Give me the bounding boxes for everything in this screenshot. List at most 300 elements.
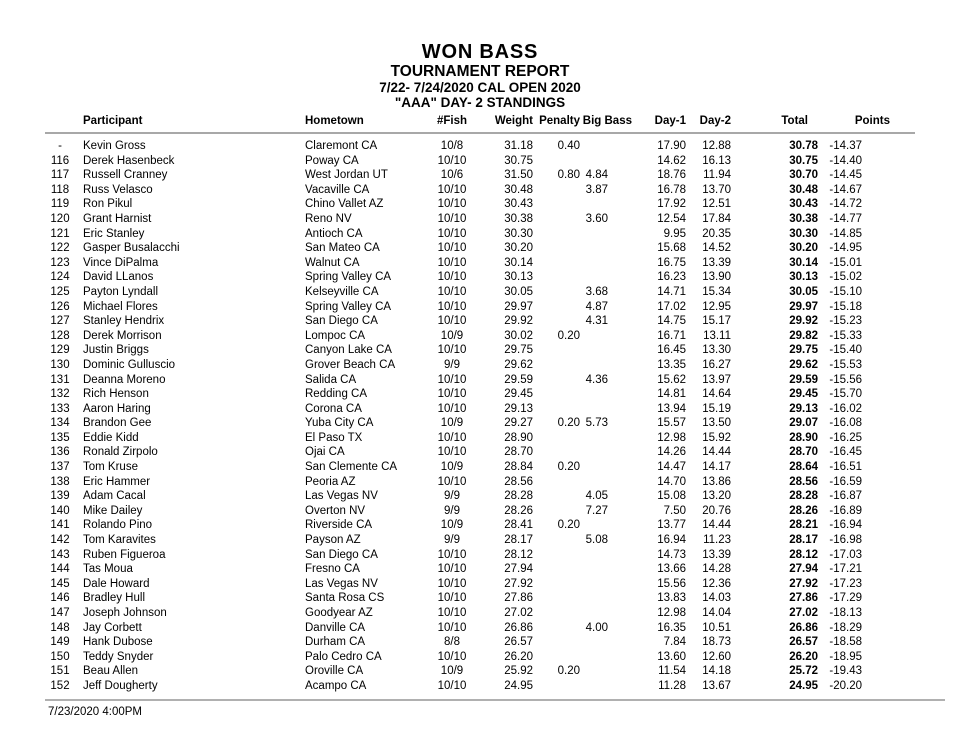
cell-penalty bbox=[533, 270, 580, 285]
cell-day2: 14.52 bbox=[702, 242, 731, 255]
cell-spacer bbox=[890, 533, 915, 548]
cell-rank: 146 bbox=[50, 592, 70, 605]
cell-points: -15.33 bbox=[829, 329, 862, 342]
cell-rank: 137 bbox=[50, 461, 70, 474]
cell-rank: 125 bbox=[50, 285, 70, 298]
cell-points: -15.10 bbox=[829, 285, 862, 298]
cell-day2: 11.94 bbox=[703, 169, 731, 182]
cell-spacer bbox=[890, 548, 915, 563]
cell-total: 29.59 bbox=[789, 373, 818, 386]
cell-day1: 15.56 bbox=[657, 577, 686, 590]
cell-points: -14.67 bbox=[829, 183, 862, 196]
table-row bbox=[45, 504, 915, 519]
cell-fish: 10/9 bbox=[440, 417, 464, 430]
cell-participant: Derek Morrison bbox=[83, 329, 162, 342]
cell-day2: 14.44 bbox=[702, 519, 731, 532]
cell-total: 29.13 bbox=[789, 402, 818, 415]
cell-hometown: Lompoc CA bbox=[305, 329, 366, 342]
cell-big-bass: 4.00 bbox=[585, 621, 608, 634]
cell-points: -14.40 bbox=[829, 154, 862, 167]
cell-spacer bbox=[890, 329, 915, 344]
cell-day1: 14.81 bbox=[657, 388, 686, 401]
cell-fish: 10/10 bbox=[437, 300, 467, 313]
cell-total: 27.94 bbox=[789, 563, 818, 576]
cell-day2: 14.17 bbox=[702, 461, 731, 474]
cell-day2: 17.84 bbox=[702, 212, 731, 225]
cell-hometown: Acampo CA bbox=[305, 679, 367, 692]
cell-penalty bbox=[533, 183, 580, 198]
cell-total: 28.21 bbox=[789, 519, 818, 532]
cell-weight: 27.92 bbox=[504, 577, 533, 590]
cell-hometown: Danville CA bbox=[305, 621, 366, 634]
cell-day2: 15.34 bbox=[702, 285, 731, 298]
cell-participant: Jeff Dougherty bbox=[83, 679, 158, 692]
cell-participant: Deanna Moreno bbox=[83, 373, 166, 386]
cell-day1: 15.68 bbox=[657, 242, 686, 255]
cell-weight: 30.02 bbox=[504, 329, 533, 342]
cell-big-bass: 4.84 bbox=[585, 169, 608, 182]
cell-day1: 9.95 bbox=[663, 227, 686, 240]
cell-weight: 30.14 bbox=[504, 256, 533, 269]
cell-points: -16.51 bbox=[829, 461, 862, 474]
cell-hometown: Peoria AZ bbox=[305, 475, 356, 488]
cell-day1: 16.94 bbox=[657, 534, 686, 547]
cell-total: 28.56 bbox=[789, 475, 818, 488]
cell-day2: 14.18 bbox=[702, 665, 731, 678]
cell-participant: Ron Pikul bbox=[83, 198, 133, 211]
cell-day2: 18.73 bbox=[702, 636, 731, 649]
cell-participant: Kevin Gross bbox=[83, 140, 146, 152]
cell-big-bass bbox=[580, 562, 632, 577]
cell-hometown: Payson AZ bbox=[305, 534, 361, 547]
column-header-rank bbox=[45, 113, 75, 133]
cell-weight: 31.18 bbox=[504, 140, 533, 152]
cell-points: -17.03 bbox=[829, 548, 862, 561]
cell-hometown: San Diego CA bbox=[305, 548, 378, 561]
cell-points: -14.85 bbox=[829, 227, 862, 240]
cell-total: 30.20 bbox=[789, 242, 818, 255]
cell-spacer bbox=[890, 212, 915, 227]
cell-fish: 10/10 bbox=[437, 679, 467, 692]
cell-total: 30.48 bbox=[789, 183, 818, 196]
table-row bbox=[45, 445, 915, 460]
cell-day1: 16.45 bbox=[657, 344, 686, 357]
cell-day1: 12.98 bbox=[657, 607, 686, 619]
cell-weight: 29.92 bbox=[504, 315, 533, 328]
cell-fish: 10/10 bbox=[437, 315, 467, 328]
cell-penalty bbox=[533, 256, 580, 271]
cell-rank: 149 bbox=[50, 636, 70, 649]
cell-big-bass bbox=[580, 679, 632, 694]
cell-penalty bbox=[533, 373, 580, 388]
cell-day1: 18.76 bbox=[657, 169, 686, 182]
cell-spacer bbox=[890, 577, 915, 592]
table-row bbox=[45, 431, 915, 446]
cell-points: -16.98 bbox=[829, 534, 862, 547]
cell-hometown: Las Vegas NV bbox=[305, 490, 378, 503]
cell-participant: Stanley Hendrix bbox=[83, 315, 165, 328]
table-row bbox=[45, 548, 915, 563]
cell-penalty bbox=[533, 635, 580, 650]
cell-hometown: El Paso TX bbox=[305, 431, 363, 444]
cell-rank: 143 bbox=[50, 548, 70, 561]
cell-spacer bbox=[890, 183, 915, 198]
cell-rank: 129 bbox=[50, 344, 70, 357]
cell-weight: 30.20 bbox=[504, 242, 533, 255]
cell-total: 29.92 bbox=[789, 315, 818, 328]
cell-weight: 28.12 bbox=[504, 548, 533, 561]
cell-total: 30.75 bbox=[789, 154, 818, 167]
cell-day2: 14.44 bbox=[702, 446, 731, 459]
cell-spacer bbox=[890, 504, 915, 519]
cell-participant: Rolando Pino bbox=[83, 519, 153, 532]
cell-penalty bbox=[533, 241, 580, 256]
cell-rank: 151 bbox=[50, 665, 70, 678]
cell-participant: Derek Hasenbeck bbox=[83, 154, 175, 167]
table-row bbox=[45, 664, 915, 679]
cell-hometown: Yuba City CA bbox=[305, 417, 374, 430]
cell-weight: 28.70 bbox=[504, 446, 533, 459]
cell-day2: 13.39 bbox=[702, 548, 731, 561]
cell-participant: Vince DiPalma bbox=[83, 256, 159, 269]
cell-day1: 16.35 bbox=[657, 621, 686, 634]
cell-day1: 14.71 bbox=[657, 285, 686, 298]
cell-points: -16.59 bbox=[829, 475, 862, 488]
table-row bbox=[45, 460, 915, 475]
cell-penalty bbox=[533, 489, 580, 504]
table-row bbox=[45, 373, 915, 388]
cell-penalty bbox=[533, 285, 580, 300]
cell-fish: 10/9 bbox=[440, 519, 464, 532]
cell-participant: Hank Dubose bbox=[83, 636, 153, 649]
cell-big-bass bbox=[580, 197, 632, 212]
cell-rank: 123 bbox=[50, 256, 70, 269]
cell-participant: Michael Flores bbox=[83, 300, 158, 313]
cell-hometown: Antioch CA bbox=[305, 227, 363, 240]
table-row bbox=[45, 133, 915, 154]
cell-penalty bbox=[533, 431, 580, 446]
table-row bbox=[45, 533, 915, 548]
cell-points: -14.72 bbox=[829, 198, 862, 211]
cell-spacer bbox=[890, 664, 915, 679]
table-row bbox=[45, 475, 915, 490]
cell-big-bass bbox=[580, 256, 632, 271]
cell-penalty bbox=[533, 154, 580, 169]
table-body bbox=[45, 133, 915, 694]
cell-weight: 25.92 bbox=[504, 665, 533, 678]
cell-points: -18.95 bbox=[829, 650, 862, 663]
cell-rank: 141 bbox=[50, 519, 70, 532]
cell-day1: 17.90 bbox=[657, 140, 686, 152]
report-event-dates: 7/22- 7/24/2020 CAL OPEN 2020 bbox=[379, 80, 581, 95]
cell-points: -17.21 bbox=[829, 563, 862, 576]
cell-participant: Teddy Snyder bbox=[83, 650, 154, 663]
cell-hometown: San Clemente CA bbox=[305, 461, 398, 474]
cell-penalty bbox=[533, 533, 580, 548]
table-row bbox=[45, 270, 915, 285]
cell-participant: Brandon Gee bbox=[83, 417, 152, 430]
cell-big-bass: 5.08 bbox=[585, 534, 608, 547]
cell-big-bass: 4.31 bbox=[585, 315, 608, 328]
cell-spacer bbox=[890, 168, 915, 183]
cell-rank: 147 bbox=[50, 607, 70, 619]
table-row bbox=[45, 197, 915, 212]
cell-total: 28.17 bbox=[789, 534, 818, 547]
cell-penalty bbox=[533, 402, 580, 417]
cell-hometown: Salida CA bbox=[305, 373, 357, 386]
cell-penalty: 0.20 bbox=[557, 329, 580, 342]
cell-weight: 27.86 bbox=[504, 592, 533, 605]
cell-fish: 10/10 bbox=[437, 548, 467, 561]
cell-big-bass: 7.27 bbox=[585, 504, 608, 517]
cell-big-bass bbox=[580, 431, 632, 446]
cell-total: 24.95 bbox=[789, 679, 818, 692]
cell-day1: 12.54 bbox=[657, 212, 686, 225]
cell-points: -15.18 bbox=[829, 300, 862, 313]
cell-fish: 10/10 bbox=[437, 402, 467, 415]
cell-participant: Justin Briggs bbox=[83, 344, 149, 357]
cell-rank: 126 bbox=[50, 300, 70, 313]
cell-big-bass bbox=[580, 133, 632, 154]
cell-day2: 20.35 bbox=[702, 227, 731, 240]
cell-penalty bbox=[533, 621, 580, 636]
cell-big-bass bbox=[580, 664, 632, 679]
cell-rank: 150 bbox=[50, 650, 70, 663]
table-row bbox=[45, 679, 915, 694]
cell-total: 30.14 bbox=[789, 256, 818, 269]
cell-day2: 12.95 bbox=[702, 300, 731, 313]
cell-participant: Eddie Kidd bbox=[83, 431, 139, 444]
column-header-total: Total bbox=[731, 113, 818, 133]
cell-hometown: Fresno CA bbox=[305, 563, 360, 576]
cell-weight: 28.90 bbox=[504, 431, 533, 444]
cell-big-bass bbox=[580, 650, 632, 665]
cell-rank: 118 bbox=[50, 183, 70, 196]
cell-big-bass bbox=[580, 154, 632, 169]
cell-big-bass bbox=[580, 358, 632, 373]
cell-weight: 28.41 bbox=[504, 519, 533, 532]
cell-day1: 14.47 bbox=[657, 461, 686, 474]
cell-day1: 13.83 bbox=[657, 592, 686, 605]
cell-points: -15.23 bbox=[829, 315, 862, 328]
cell-spacer bbox=[890, 241, 915, 256]
cell-fish: 9/9 bbox=[444, 490, 460, 503]
cell-fish: 10/10 bbox=[437, 446, 467, 459]
report-title: WON BASS bbox=[421, 41, 539, 63]
cell-spacer bbox=[890, 475, 915, 490]
cell-weight: 30.43 bbox=[504, 198, 533, 211]
cell-participant: Ronald Zirpolo bbox=[83, 446, 158, 459]
cell-points: -16.89 bbox=[829, 504, 862, 517]
cell-total: 30.43 bbox=[789, 198, 818, 211]
cell-rank: 139 bbox=[50, 490, 70, 503]
cell-penalty: 0.20 bbox=[557, 461, 580, 474]
cell-day1: 16.75 bbox=[657, 256, 686, 269]
cell-penalty bbox=[533, 679, 580, 694]
cell-spacer bbox=[890, 227, 915, 242]
cell-hometown: Goodyear AZ bbox=[305, 607, 373, 619]
cell-rank: 134 bbox=[50, 417, 70, 430]
cell-weight: 30.75 bbox=[504, 154, 533, 167]
cell-spacer bbox=[890, 358, 915, 373]
table-row bbox=[45, 314, 915, 329]
cell-day2: 10.51 bbox=[702, 621, 731, 634]
table-row bbox=[45, 212, 915, 227]
cell-spacer bbox=[890, 460, 915, 475]
cell-day1: 13.66 bbox=[657, 563, 686, 576]
cell-points: -17.23 bbox=[829, 577, 862, 590]
cell-big-bass bbox=[580, 518, 632, 533]
cell-day1: 13.35 bbox=[657, 358, 686, 371]
cell-participant: Eric Stanley bbox=[83, 227, 145, 240]
cell-big-bass bbox=[580, 387, 632, 402]
cell-penalty bbox=[533, 475, 580, 490]
cell-rank: 148 bbox=[50, 621, 70, 634]
cell-fish: 10/10 bbox=[437, 154, 467, 167]
cell-weight: 26.57 bbox=[504, 636, 533, 649]
cell-penalty bbox=[533, 562, 580, 577]
cell-penalty bbox=[533, 300, 580, 315]
cell-day1: 16.23 bbox=[657, 271, 686, 284]
cell-hometown: Durham CA bbox=[305, 636, 366, 649]
cell-hometown: Vacaville CA bbox=[305, 183, 370, 196]
cell-spacer bbox=[890, 154, 915, 169]
cell-fish: 10/10 bbox=[437, 388, 467, 401]
cell-day1: 14.73 bbox=[657, 548, 686, 561]
cell-points: -15.01 bbox=[829, 256, 862, 269]
cell-hometown: Ojai CA bbox=[305, 446, 345, 459]
cell-fish: 10/10 bbox=[437, 183, 467, 196]
cell-hometown: Palo Cedro CA bbox=[305, 650, 382, 663]
cell-rank: 124 bbox=[50, 271, 70, 284]
cell-points: -14.95 bbox=[829, 242, 862, 255]
cell-points: -15.56 bbox=[829, 373, 862, 386]
cell-rank: 152 bbox=[50, 679, 70, 692]
cell-day1: 13.77 bbox=[657, 519, 686, 532]
cell-big-bass bbox=[580, 606, 632, 621]
table-row bbox=[45, 416, 915, 431]
cell-fish: 10/10 bbox=[437, 475, 467, 488]
column-header-penalty: Penalty bbox=[533, 113, 580, 133]
cell-spacer bbox=[890, 621, 915, 636]
cell-points: -16.02 bbox=[829, 402, 862, 415]
table-row bbox=[45, 227, 915, 242]
cell-penalty bbox=[533, 314, 580, 329]
cell-spacer bbox=[890, 133, 915, 154]
cell-weight: 29.75 bbox=[504, 344, 533, 357]
cell-rank: 117 bbox=[50, 169, 70, 182]
cell-day2: 13.97 bbox=[702, 373, 731, 386]
cell-total: 30.05 bbox=[789, 285, 818, 298]
cell-big-bass bbox=[580, 241, 632, 256]
cell-day1: 15.08 bbox=[657, 490, 686, 503]
report-timestamp: 7/23/2020 4:00PM bbox=[48, 706, 142, 718]
table-row bbox=[45, 343, 915, 358]
cell-weight: 29.13 bbox=[504, 402, 533, 415]
cell-big-bass bbox=[580, 548, 632, 563]
cell-points: -15.40 bbox=[829, 344, 862, 357]
cell-big-bass: 3.60 bbox=[585, 212, 608, 225]
cell-day1: 15.57 bbox=[657, 417, 686, 430]
cell-fish: 9/9 bbox=[444, 534, 460, 547]
cell-spacer bbox=[890, 591, 915, 606]
cell-day2: 12.36 bbox=[702, 577, 731, 590]
cell-big-bass bbox=[580, 460, 632, 475]
table-row bbox=[45, 285, 915, 300]
cell-weight: 28.28 bbox=[504, 490, 533, 503]
table-row bbox=[45, 256, 915, 271]
column-header-points: Points bbox=[818, 113, 890, 133]
table-row bbox=[45, 518, 915, 533]
cell-hometown: Corona CA bbox=[305, 402, 362, 415]
column-header-fish: #Fish bbox=[417, 113, 487, 133]
cell-weight: 27.94 bbox=[504, 563, 533, 576]
cell-day2: 20.76 bbox=[702, 504, 731, 517]
cell-day2: 13.70 bbox=[702, 183, 731, 196]
cell-rank: 135 bbox=[50, 431, 70, 444]
cell-penalty bbox=[533, 343, 580, 358]
cell-day2: 13.67 bbox=[702, 679, 731, 692]
cell-penalty bbox=[533, 227, 580, 242]
cell-hometown: Overton NV bbox=[305, 504, 366, 517]
cell-hometown: Reno NV bbox=[305, 212, 352, 225]
cell-participant: Grant Harnist bbox=[83, 212, 152, 225]
cell-participant: Ruben Figueroa bbox=[83, 548, 166, 561]
cell-participant: Beau Allen bbox=[83, 665, 138, 678]
cell-participant: Joseph Johnson bbox=[83, 607, 167, 619]
cell-participant: Russ Velasco bbox=[83, 183, 153, 196]
cell-spacer bbox=[890, 679, 915, 694]
cell-weight: 30.30 bbox=[504, 227, 533, 240]
table-row bbox=[45, 635, 915, 650]
cell-fish: 10/10 bbox=[437, 607, 467, 619]
standings-table bbox=[45, 113, 915, 694]
cell-hometown: Poway CA bbox=[305, 154, 359, 167]
cell-total: 30.13 bbox=[789, 271, 818, 284]
cell-big-bass bbox=[580, 402, 632, 417]
table-row bbox=[45, 329, 915, 344]
cell-points: -16.94 bbox=[829, 519, 862, 532]
cell-total: 28.90 bbox=[789, 431, 818, 444]
cell-points: -14.37 bbox=[829, 140, 862, 152]
cell-participant: Gasper Busalacchi bbox=[83, 242, 180, 255]
cell-rank: 120 bbox=[50, 212, 70, 225]
cell-points: -16.45 bbox=[829, 446, 862, 459]
cell-day2: 14.03 bbox=[702, 592, 731, 605]
cell-participant: Dale Howard bbox=[83, 577, 150, 590]
cell-spacer bbox=[890, 300, 915, 315]
table-row bbox=[45, 606, 915, 621]
cell-total: 30.78 bbox=[789, 140, 818, 152]
table-row bbox=[45, 300, 915, 315]
table-row bbox=[45, 621, 915, 636]
cell-weight: 29.45 bbox=[504, 388, 533, 401]
cell-participant: Jay Corbett bbox=[83, 621, 142, 634]
column-header-participant: Participant bbox=[75, 113, 305, 133]
cell-penalty: 0.40 bbox=[557, 140, 580, 152]
cell-spacer bbox=[890, 562, 915, 577]
cell-points: -18.13 bbox=[829, 607, 862, 619]
cell-day2: 15.92 bbox=[702, 431, 731, 444]
cell-day1: 14.75 bbox=[657, 315, 686, 328]
cell-weight: 29.27 bbox=[504, 417, 533, 430]
table-row bbox=[45, 154, 915, 169]
cell-fish: 10/10 bbox=[437, 198, 467, 211]
cell-day2: 14.64 bbox=[702, 388, 731, 401]
cell-rank: 130 bbox=[50, 358, 70, 371]
cell-penalty bbox=[533, 504, 580, 519]
cell-rank: 132 bbox=[50, 388, 70, 401]
